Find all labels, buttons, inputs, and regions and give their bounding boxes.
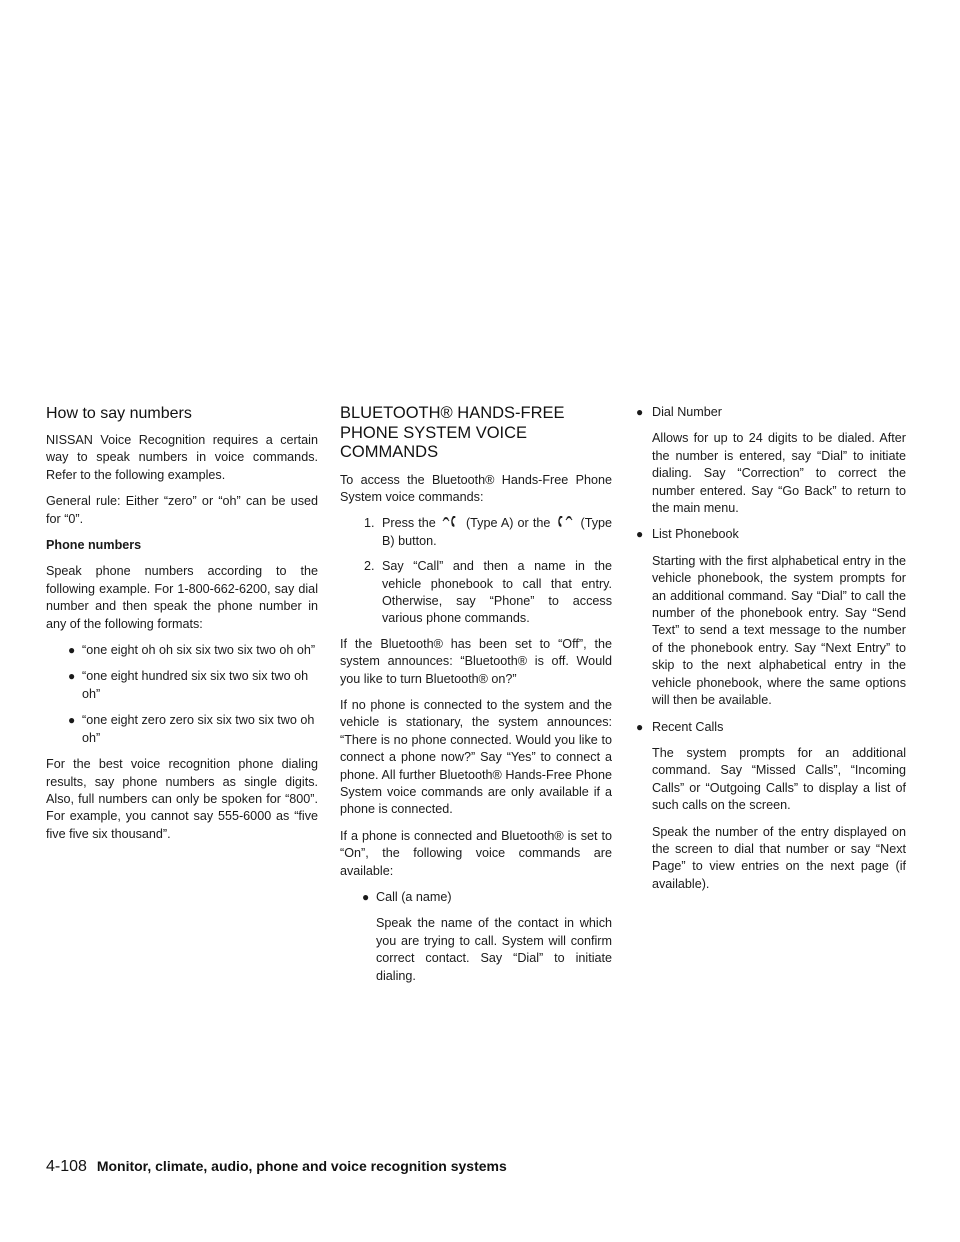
bullet-item bbox=[46, 642, 318, 659]
bullet-text: Dial Number bbox=[652, 405, 722, 419]
bullet-text: “one eight oh oh six six two six two oh oh” bbox=[82, 643, 316, 658]
bullet-icon: ● bbox=[68, 713, 76, 728]
paragraph: If the Bluetooth® has been set to “Off”, the system announces: “Bluetooth® is off. Would you like to turn Bluetooth® on?” bbox=[340, 636, 612, 686]
step-text: (Type B) button. bbox=[382, 516, 613, 548]
step-2 bbox=[340, 558, 612, 628]
bullet-item bbox=[340, 889, 612, 906]
bullet-description: Allows for up to 24 digits to be dialed. After the number is entered, say “Dial” to initiate dialing. Say “Correction” to correct the number entered. Say “Go Back” to return to the main menu. bbox=[652, 431, 906, 516]
paragraph: NISSAN Voice Recognition requires a certain way to speak numbers in voice commands. Refer to the following examples. bbox=[46, 433, 318, 482]
bullet-text: “one eight hundred six six two six two oh oh” bbox=[82, 669, 309, 701]
chapter-title: Monitor, climate, audio, phone and voice recognition systems bbox=[96, 1158, 507, 1174]
bullet-description: Speak the number of the entry displayed on the screen to dial that number or say “Next Page” to view entries on the next page (if available). bbox=[652, 824, 906, 891]
bullet-description: Speak the name of the contact in which you are trying to call. System will confirm correct contact. Say “Dial” to initiate dialing. bbox=[376, 916, 612, 983]
heading-line: PHONE SYSTEM VOICE bbox=[340, 423, 528, 442]
subheading-phone-numbers: Phone numbers bbox=[46, 538, 142, 553]
bullet-item bbox=[634, 719, 906, 736]
paragraph: General rule: Either “zero” or “oh” can be used for “0”. bbox=[46, 494, 318, 526]
page-footer bbox=[46, 1158, 507, 1176]
bullet-text: Call (a name) bbox=[376, 890, 452, 905]
bullet-icon: ● bbox=[68, 643, 76, 658]
paragraph: If no phone is connected to the system and the vehicle is stationary, the system announces: “There is no phone connected. Would you like to connect a phone now?” Say “Yes” to connect a phone. All further Bluetooth® Hands-Free Phone System voice commands are only available if a phone is connected. bbox=[340, 697, 612, 817]
talk-phone-type-b-icon bbox=[556, 515, 574, 529]
column-middle bbox=[340, 404, 612, 994]
bullet-description: The system prompts for an additional command. Say “Missed Calls”, “Incoming Calls” or “Outgoing Calls” to display a list of such calls on the screen. bbox=[652, 745, 906, 813]
paragraph: For the best voice recognition phone dialing results, say phone numbers as single digits. Also, full numbers can only be spoken for “800”. For example, you cannot say 555-6000 as “five five five six thousand”. bbox=[46, 757, 318, 841]
bullet-icon: ● bbox=[636, 527, 644, 542]
talk-phone-type-a-icon bbox=[442, 515, 460, 529]
column-left bbox=[46, 404, 318, 852]
bullet-text: Recent Calls bbox=[652, 719, 724, 734]
step-number: 2. bbox=[364, 559, 375, 574]
bullet-description: Starting with the first alphabetical entry in the vehicle phonebook, the system prompts for an additional command. Say “Dial” to call the number of the phonebook entry. Say “Send Text” to send a text message to the number of the phonebook entry. Say “Next Entry” to skip to the next alphabetical entry in the vehicle phonebook, where the same options will then be available. bbox=[652, 553, 906, 708]
page-number: 4-108 bbox=[46, 1158, 87, 1175]
paragraph: If a phone is connected and Bluetooth® is set to “On”, the following voice commands are available: bbox=[340, 828, 612, 878]
step-1 bbox=[340, 515, 612, 550]
bullet-icon: ● bbox=[636, 719, 644, 734]
section-heading-bluetooth-commands bbox=[340, 404, 612, 463]
bullet-item bbox=[46, 668, 318, 703]
bullet-text: “one eight zero zero six six two six two oh oh” bbox=[82, 713, 315, 745]
section-heading-how-to-say-numbers: How to say numbers bbox=[46, 405, 192, 422]
bullet-item bbox=[634, 526, 906, 543]
bullet-text: List Phonebook bbox=[652, 527, 739, 542]
paragraph: To access the Bluetooth® Hands-Free Phone System voice commands: bbox=[340, 472, 612, 504]
paragraph: Speak phone numbers according to the following example. For 1-800-662-6200, say dial number and then speak the phone number in any of the following formats: bbox=[46, 564, 318, 631]
bullet-item bbox=[634, 404, 906, 421]
step-number: 1. bbox=[364, 516, 375, 531]
step-text: Say “Call” and then a name in the vehicle phonebook to call that entry. Otherwise, say “Phone” to access various phone commands. bbox=[382, 559, 612, 626]
heading-line: BLUETOOTH® HANDS-FREE bbox=[340, 404, 565, 422]
step-text: Press the bbox=[382, 516, 436, 531]
bullet-icon: ● bbox=[68, 669, 76, 684]
column-right bbox=[634, 404, 906, 902]
step-text: (Type A) or the bbox=[465, 516, 551, 531]
bullet-icon: ● bbox=[636, 405, 644, 419]
heading-line: COMMANDS bbox=[340, 443, 439, 461]
bullet-item bbox=[46, 712, 318, 747]
bullet-icon: ● bbox=[362, 890, 370, 905]
